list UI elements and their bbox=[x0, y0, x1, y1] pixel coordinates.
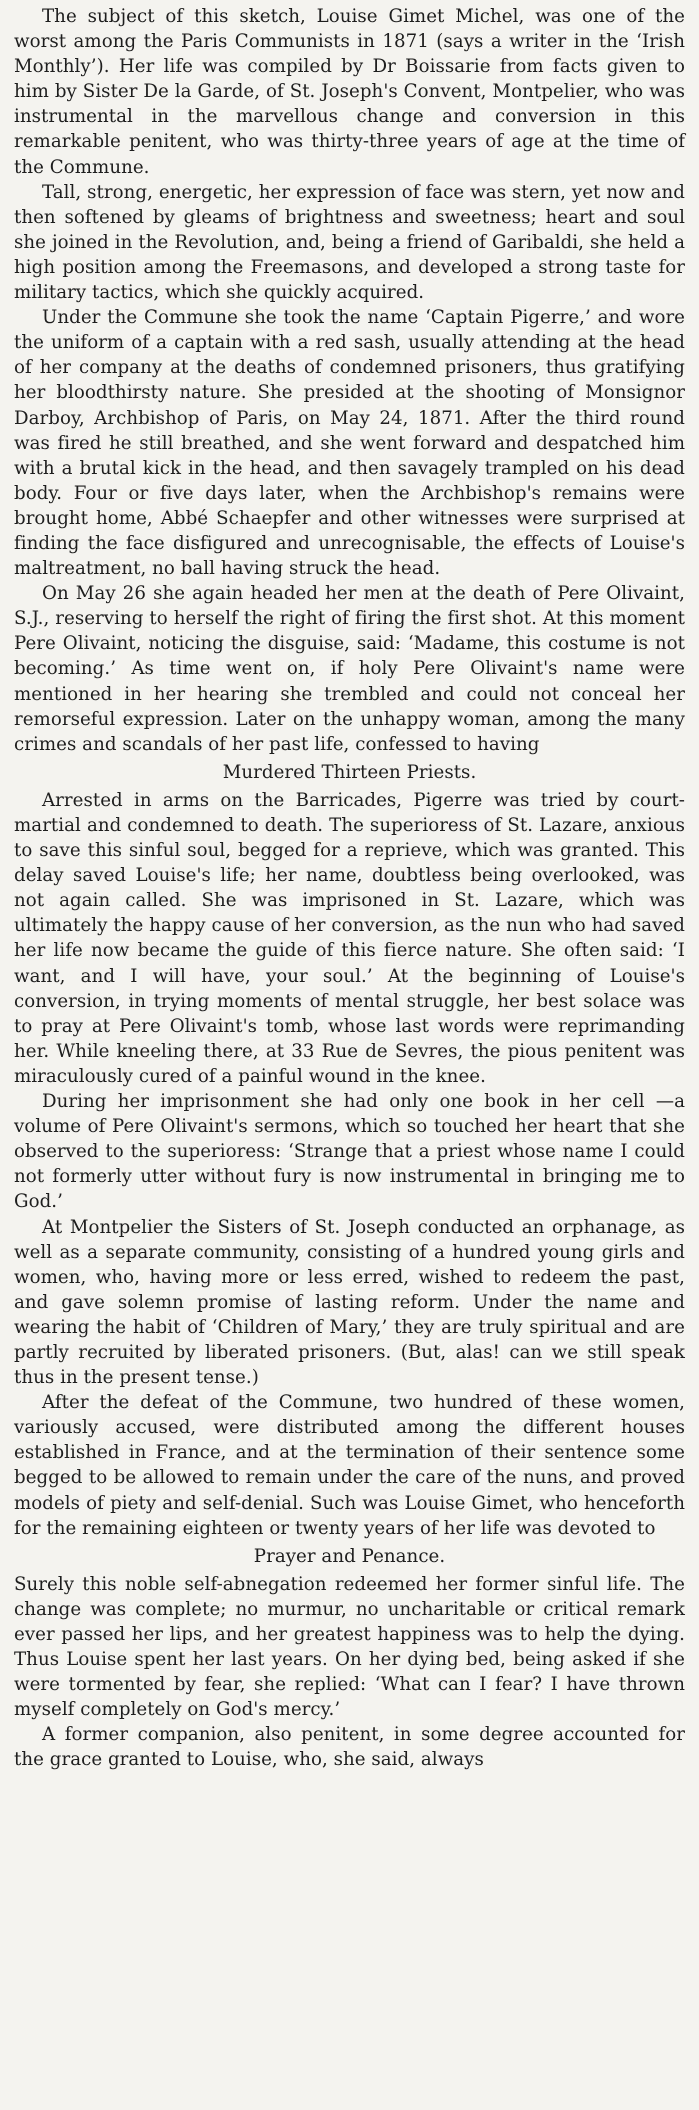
paragraph: The subject of this sketch, Louise Gimet Michel, was one of the worst among the Paris Communists in 1871 (says a writer in the ‘Irish Monthly’). Her life was compiled by Dr Boissarie from facts given to him by Sister De la Garde, of St. Joseph's Convent, Montpelier, who was instrumental in the marvellous change and conversion in this remarkable penitent, who was thirty-three years of age at the time of the Commune. bbox=[14, 6, 685, 178]
paragraph: Tall, strong, energetic, her expression of face was stern, yet now and then softened by gleams of brightness and sweetness; heart and soul she joined in the Revolution, and, being a friend of Garibaldi, she held a high position among the Freemasons, and developed a strong taste for military tactics, which she quickly acquired. bbox=[14, 181, 685, 304]
paragraph: Under the Commune she took the name ‘Captain Pigerre,’ and wore the uniform of a captain with a red sash, usually attending at the head of her company at the deaths of condemned prisoners, thus gratifying her bloodthirsty nature. She presided at the shooting of Monsignor Darboy, Archbishop of Paris, on May 24, 1871. After the third round was fired he still breathed, and she went forward and despatched him with a brutal kick in the head, and then savagely trampled on his dead body. Four or five days later, when the Archbishop's remains were brought home, Abbé Schaepfer and other witnesses were surprised at finding the face disfigured and unrecognisable, the effects of Louise's maltreatment, no ball having struck the head. bbox=[14, 307, 685, 580]
paragraph: After the defeat of the Commune, two hundred of these women, variously accused, were distributed among the different houses established in France, and at the termination of their sentence some begged to be allowed to remain under the care of the nuns, and proved models of piety and self-denial. Such was Louise Gimet, who henceforth for the remaining eighteen or twenty years of her life was devoted to bbox=[14, 1392, 685, 1539]
paragraph: A former companion, also penitent, in some degree accounted for the grace granted to Louise, who, she said, always bbox=[14, 1724, 685, 1771]
paragraph: On May 26 she again headed her men at the death of Pere Olivaint, S.J., reserving to herself the right of firing the first shot. At this moment Pere Olivaint, noticing the disguise, said: ‘Madame, this costume is not becoming.’ As time went on, if holy Pere Olivaint's name were mentioned in her hearing she trembled and could not conceal her remorseful expression. Later on the unhappy woman, among the many crimes and scandals of her past life, confessed to having bbox=[14, 583, 685, 755]
paragraph: At Montpelier the Sisters of St. Joseph conducted an orphanage, as well as a separate community, consisting of a hundred young girls and women, who, having more or less erred, wished to redeem the past, and gave solemn promise of lasting reform. Under the name and wearing the habit of ‘Children of Mary,’ they are truly spiritual and are partly recruited by liberated prisoners. (But, alas! can we still speak thus in the present tense.) bbox=[14, 1216, 685, 1389]
subheading: Murdered Thirteen Priests. bbox=[222, 761, 477, 783]
paragraph: During her imprisonment she had only one book in her cell —a volume of Pere Olivaint's sermons, which so touched her heart that she observed to the superioress: ‘Strange that a priest whose name I could not formerly utter without fury is now instrumental in bringing me to God.’ bbox=[14, 1091, 685, 1213]
subheading: Prayer and Penance. bbox=[253, 1545, 446, 1567]
paragraph: Surely this noble self-abnegation redeemed her former sinful life. The change was complete; no murmur, no uncharitable or critical remark ever passed her lips, and her greatest happiness was to help the dying. Thus Louise spent her last years. On her dying bed, being asked if she were tormented by fear, she replied: ‘What can I fear? I have thrown myself completely on God's mercy.’ bbox=[14, 1573, 685, 1721]
paragraph: Arrested in arms on the Barricades, Pigerre was tried by court-martial and condemned to death. The superioress of St. Lazare, anxious to save this sinful soul, begged for a reprieve, which was granted. This delay saved Louise's life; her name, doubtless being overlooked, was not again called. She was imprisoned in St. Lazare, which was ultimately the happy cause of her conversion, as the nun who had saved her life now became the guide of this fierce nature. She often said: ‘I want, and I will have, your soul.’ At the beginning of Louise's conversion, in trying moments of mental struggle, her best solace was to pray at Pere Olivaint's tomb, whose last words were reprimanding her. While kneeling there, at 33 Rue de Sevres, the pious penitent was miraculously cured of a painful wound in the knee. bbox=[14, 789, 685, 1087]
